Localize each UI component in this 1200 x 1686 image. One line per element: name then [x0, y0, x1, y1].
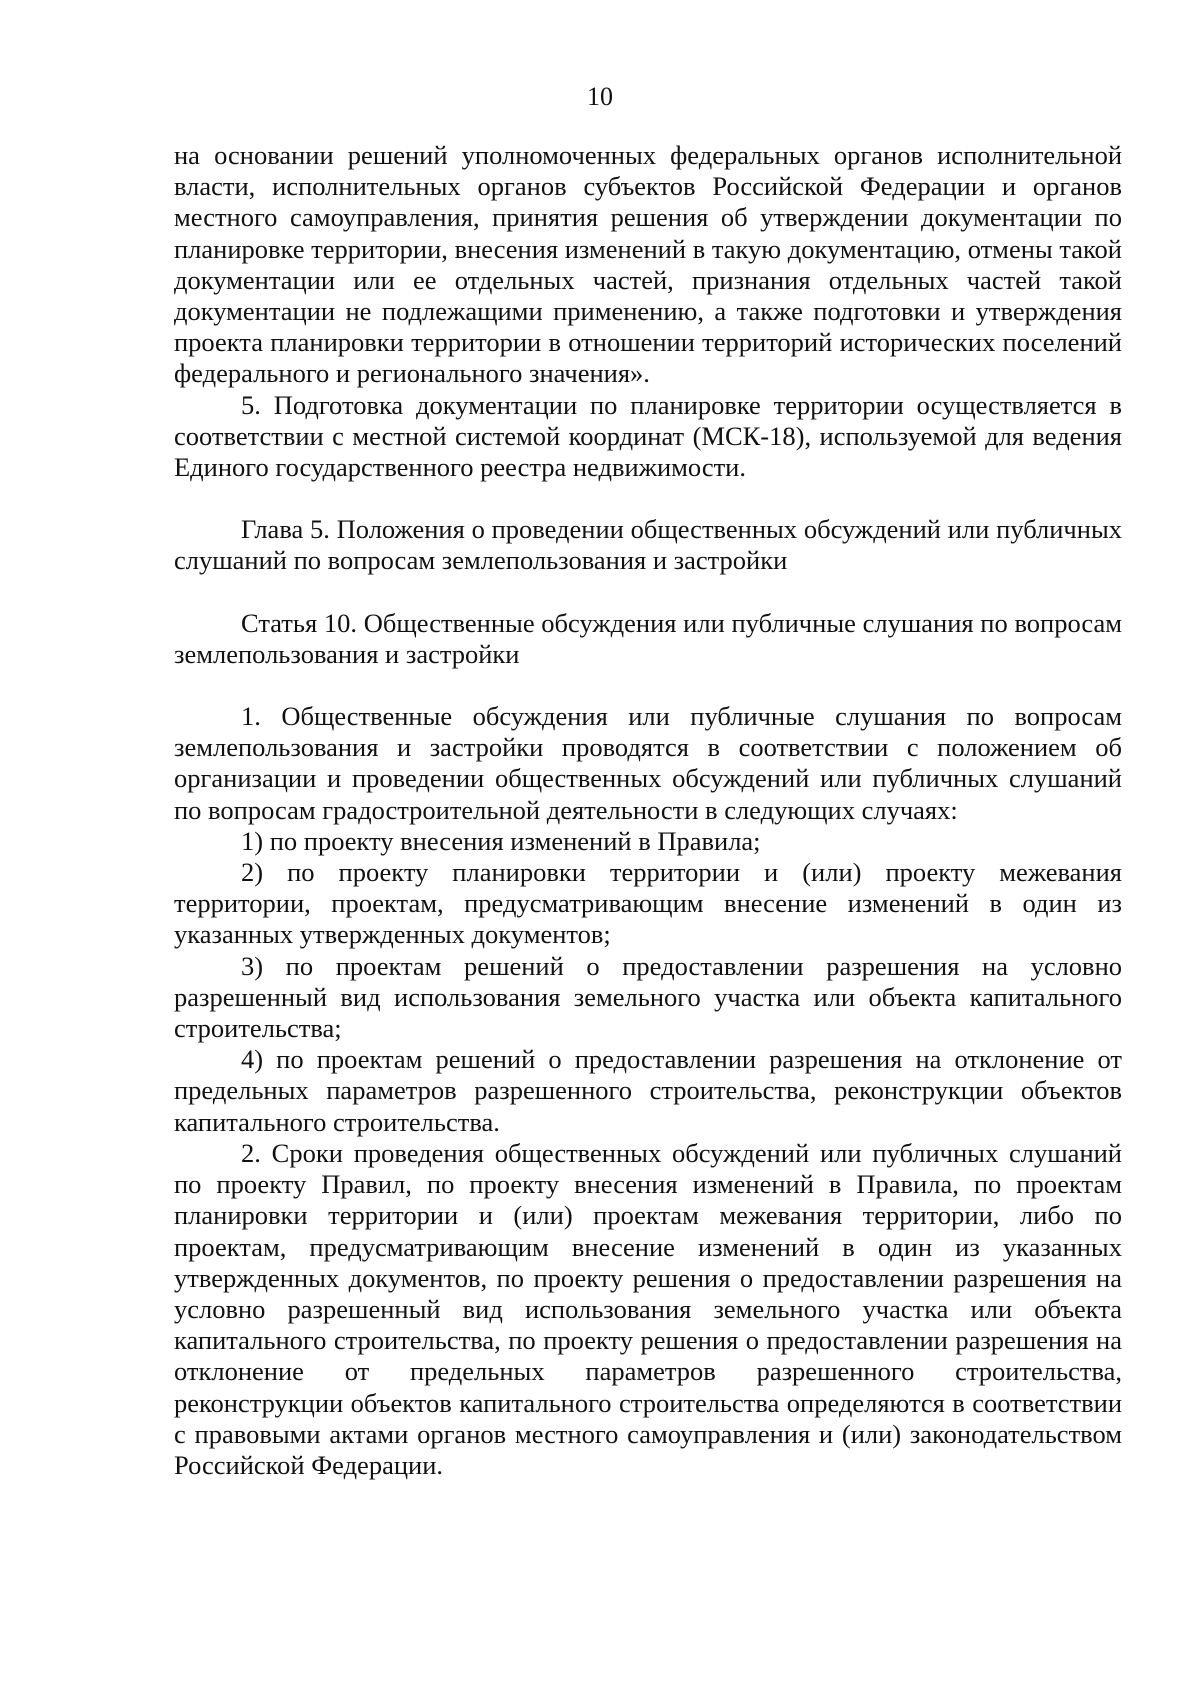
page-number: 10	[587, 82, 613, 111]
list-item-2: 2) по проекту планировки территории и (или) проекту межевания территории, проектам, предусматривающим внесение изменений в один из указанных утвержденных документов;	[174, 857, 1122, 950]
chapter-heading: Глава 5. Положения о проведении общественных обсуждений или публичных слушаний по вопросам землепользования и застройки	[174, 514, 1122, 576]
paragraph-5: 5. Подготовка документации по планировке территории осуществляется в соответствии с местной системой координат (МСК-18), используемой для ведения Единого государственного реестра недвижимости.	[174, 389, 1122, 483]
paragraph-1: 1. Общественные обсуждения или публичные слушания по вопросам землепользования и застройки проводятся в соответствии с положением об организации и проведении общественных обсуждений или публичных слушаний по вопросам градостроительной деятельности в следующих случаях:	[174, 701, 1122, 825]
list-item-1: 1) по проекту внесения изменений в Правила;	[241, 825, 761, 856]
document-body	[174, 140, 1122, 1481]
paragraph-2: 2. Сроки проведения общественных обсуждений или публичных слушаний по проекту Правил, по проекту внесения изменений в Правила, по проектам планировки территории и (или) проектам межевания территории, либо по проектам, предусматривающим внесение изменений в один из указанных утвержденных документов, по проекту решения о предоставлении разрешения на условно разрешенный вид использования земельного участка или объекта капитального строительства, по проекту решения о предоставлении разрешения на отклонение от предельных параметров разрешенного строительства, реконструкции объектов капитального строительства определяются в соответствии с правовыми актами органов местного самоуправления и (или) законодательством Российской Федерации.	[174, 1137, 1122, 1480]
list-item-4: 4) по проектам решений о предоставлении разрешения на отклонение от предельных параметров разрешенного строительства, реконструкции объектов капитального строительства.	[174, 1044, 1122, 1137]
paragraph-continuation: на основании решений уполномоченных федеральных органов исполнительной власти, исполнительных органов субъектов Российской Федерации и органов местного самоуправления, принятия решения об утверждении документации по планировке территории, внесения изменений в такую документацию, отмены такой документации или ее отдельных частей, признания отдельных частей такой документации не подлежащими применению, а также подготовки и утверждения проекта планировки территории в отношении территорий исторических поселений федерального и регионального значения».	[174, 140, 1122, 389]
list-item-3: 3) по проектам решений о предоставлении разрешения на условно разрешенный вид использования земельного участка или объекта капитального строительства;	[174, 950, 1122, 1044]
article-heading: Статья 10. Общественные обсуждения или публичные слушания по вопросам землепользования и застройки	[174, 607, 1122, 669]
